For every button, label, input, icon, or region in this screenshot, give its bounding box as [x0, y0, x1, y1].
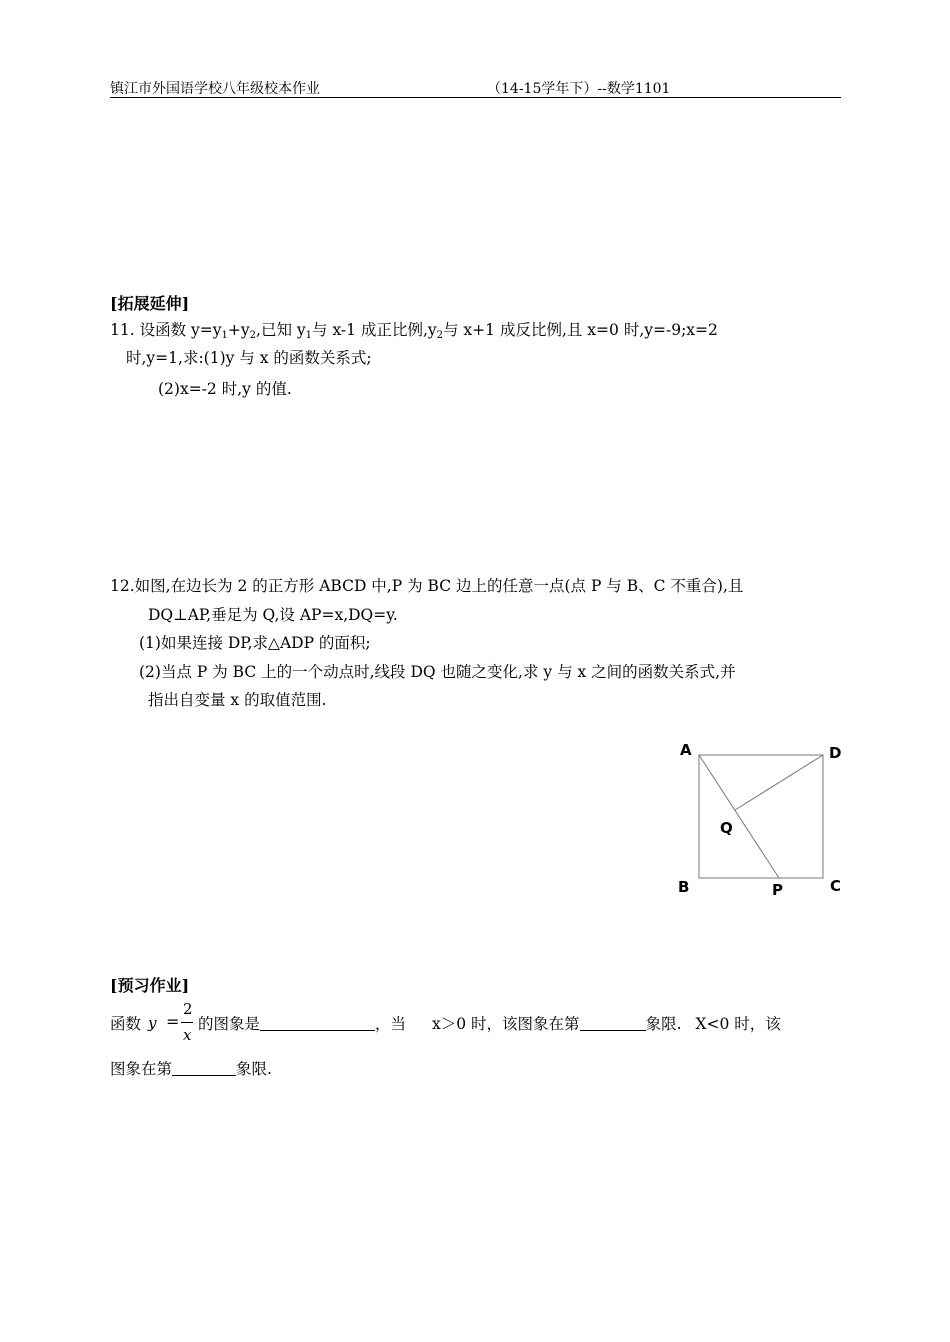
label-b: B — [678, 878, 690, 896]
q12-line5: 指出自变量 x 的取值范围. — [148, 691, 327, 709]
label-d: D — [829, 744, 842, 762]
segment-dq — [735, 755, 823, 810]
answer-blank-quadrant-negative[interactable] — [172, 1060, 236, 1076]
square-figure — [670, 735, 850, 905]
label-c: C — [830, 877, 842, 895]
preview-text-func: 函数 — [110, 1015, 142, 1033]
fraction-denominator: x — [183, 1026, 192, 1044]
segment-ap — [699, 755, 779, 878]
q11-line3: (2)x=-2 时,y 的值. — [158, 380, 292, 398]
label-q: Q — [720, 819, 733, 837]
q12-line4: (2)当点 P 为 BC 上的一个动点时,线段 DQ 也随之变化,求 y 与 x 之间的函数关系式,并 — [139, 663, 736, 681]
q12-line1: 12.如图,在边长为 2 的正方形 ABCD 中,P 为 BC 边上的任意一点(点 P 与 B、C 不重合),且 — [110, 577, 744, 595]
q11-line1: 11. 设函数 $y=y_1+y_2$,已知 $y_1$与 x-1 成正比例$,y_2$与 x+1 成反比例,且 x=0 时,y=-9;x=2 — [110, 321, 718, 341]
fraction-numerator: 2 — [183, 1000, 193, 1018]
label-p: P — [772, 881, 783, 899]
header-term: （14-15学年下）--数学1101 — [487, 81, 671, 97]
func-y: y — [148, 1014, 157, 1032]
section-title-preview: [预习作业] — [110, 976, 190, 995]
section-title-extend: [拓展延伸] — [110, 294, 190, 313]
answer-blank-graph[interactable] — [260, 1015, 375, 1031]
preview-line2: 图象在第 象限. — [110, 1060, 272, 1078]
q11-line2: 时,y=1,求:(1)y 与 x 的函数关系式; — [126, 349, 372, 367]
header-school: 镇江市外国语学校八年级校本作业 — [110, 81, 320, 97]
header-rule — [110, 97, 841, 98]
func-equals: = — [166, 1012, 180, 1031]
square-abcd — [699, 755, 823, 878]
answer-blank-quadrant-positive[interactable] — [580, 1015, 646, 1031]
q12-line3: (1)如果连接 DP,求△ADP 的面积; — [139, 634, 371, 652]
q12-line2: DQ⊥AP,垂足为 Q,设 AP=x,DQ=y. — [148, 606, 398, 624]
preview-line1: 的图象是 ，当 x＞0 时，该图象在第 象限. X<0 时，该 — [198, 1015, 781, 1033]
label-a: A — [680, 741, 692, 759]
